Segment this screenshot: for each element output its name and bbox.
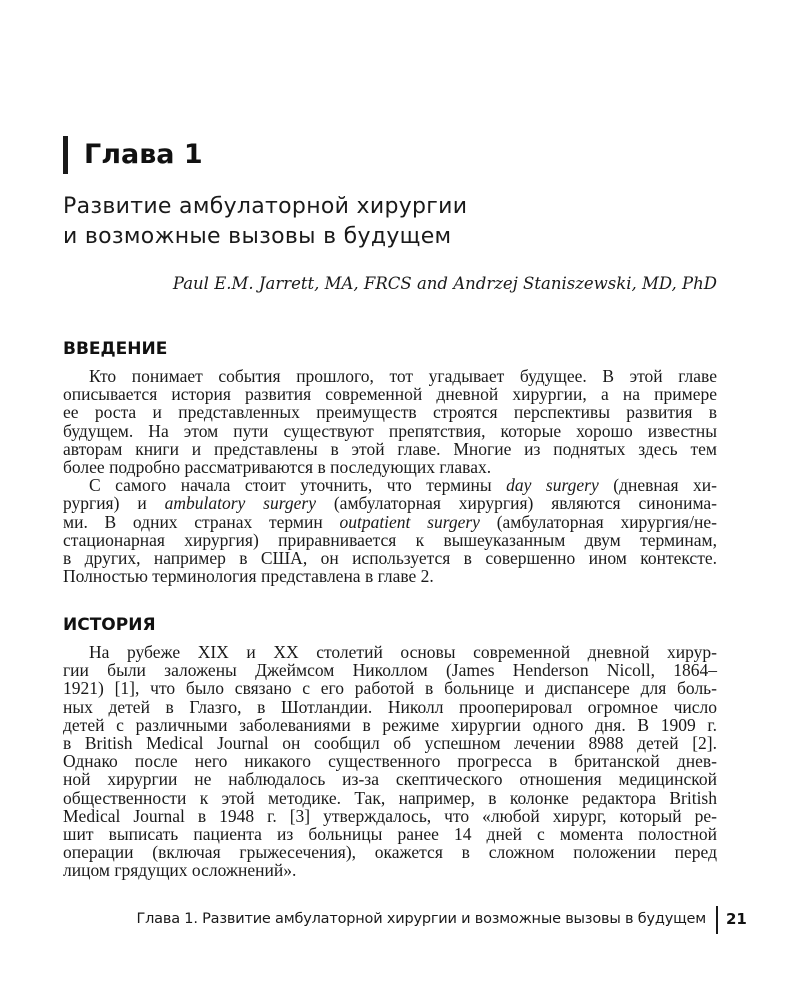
history-p1-line: гии были заложены Джеймсом Николлом (James Henderson Nicoll, 1864– [63, 660, 717, 681]
page-footer [0, 906, 800, 932]
history-p1-line: в British Medical Journal он сообщил об успешном лечении 8988 детей [2]. [63, 732, 717, 753]
chapter-title [63, 192, 723, 252]
running-title: Глава 1. Развитие амбулаторной хирургии и возможные вызовы в будущем [136, 911, 706, 927]
history-p1-line: общественности к этой методике. Так, например, в колонке редактора British [63, 787, 717, 808]
history-p1-line: ной хирургии не наблюдалось из-за скептического отношения медицинской [63, 769, 717, 790]
text-run: рургия) и [63, 493, 165, 514]
page-number: 21 [726, 910, 747, 928]
text-run: ми. В одних странах термин [63, 511, 340, 532]
term-outpatient-surgery: outpatient surgery [339, 511, 480, 532]
intro-text [63, 367, 717, 585]
chapter-authors: Paul E.M. Jarrett, MA, FRCS and Andrzej Staniszewski, MD, PhD [172, 274, 717, 293]
chapter-label: Глава 1 [63, 136, 203, 174]
text-run: С самого начала стоит уточнить, что термины [89, 475, 507, 496]
intro-p2-line [63, 513, 717, 531]
intro-p2-line [63, 494, 717, 512]
term-ambulatory-surgery: ambulatory surgery [164, 493, 316, 514]
section-heading-intro: ВВЕДЕНИЕ [63, 339, 168, 359]
text-run: (амбулаторная хирургия/не- [479, 511, 717, 532]
history-p1-line: ных детей в Глазго, в Шотландии. Николл прооперировал огромное число [63, 696, 717, 717]
intro-p1-line: более подробно рассматриваются в последующих главах. [63, 456, 492, 477]
intro-p1-line: будущем. На этом пути существуют препятствия, которые хорошо известны [63, 420, 717, 441]
history-p1-line: лицом грядущих осложнений». [63, 860, 297, 881]
text-run: (амбулаторная хирургия) являются синонима- [315, 493, 717, 514]
history-p1-line: Однако после него никакого существенного прогресса в британской днев- [63, 751, 717, 772]
text-run: (дневная хи- [598, 475, 717, 496]
intro-p2-line: Полностью терминология представлена в главе 2. [63, 566, 434, 587]
history-p1-line: операции (включая грыжесечения), окажется в сложном положении перед [63, 842, 717, 863]
intro-p2-line: в других, например в США, он используется в совершенно ином контексте. [63, 547, 717, 568]
intro-p1-line: Кто понимает события прошлого, тот угадывает будущее. В этой главе [89, 366, 717, 386]
history-p1-line: детей с различными заболеваниями в режиме хирургии одного дня. В 1909 г. [63, 714, 717, 735]
section-heading-history: ИСТОРИЯ [63, 615, 156, 635]
term-day-surgery: day surgery [506, 475, 599, 496]
intro-p1-line: ее роста и представленных преимуществ строятся перспективы развития в [63, 402, 717, 423]
history-p1-line: шит выписать пациента из больницы ранее 14 дней с момента полостной [63, 823, 717, 844]
chapter-title-line-2: и возможные вызовы в будущем [63, 224, 452, 249]
footer-divider [716, 906, 718, 934]
intro-p2-line: стационарная хирургия) приравнивается к вышеуказанным двум терминам, [63, 529, 717, 550]
history-p1-line: 1921) [1], что было связано с его работой в больнице и диспансере для боль- [63, 678, 717, 699]
history-p1-line: Medical Journal в 1948 г. [3] утверждалось, что «любой хирург, который ре- [63, 805, 717, 826]
intro-p1-line: описывается история развития современной дневной хирургии, а на примере [63, 384, 717, 405]
history-p1-line: На рубеже XIX и XX столетий основы современной дневной хирур- [89, 642, 717, 662]
intro-p2-line [63, 476, 717, 494]
intro-p1-line: авторам книги и представлены в этой главе. Многие из поднятых здесь тем [63, 438, 717, 459]
history-text [63, 643, 717, 879]
chapter-title-line-1: Развитие амбулаторной хирургии [63, 194, 468, 219]
